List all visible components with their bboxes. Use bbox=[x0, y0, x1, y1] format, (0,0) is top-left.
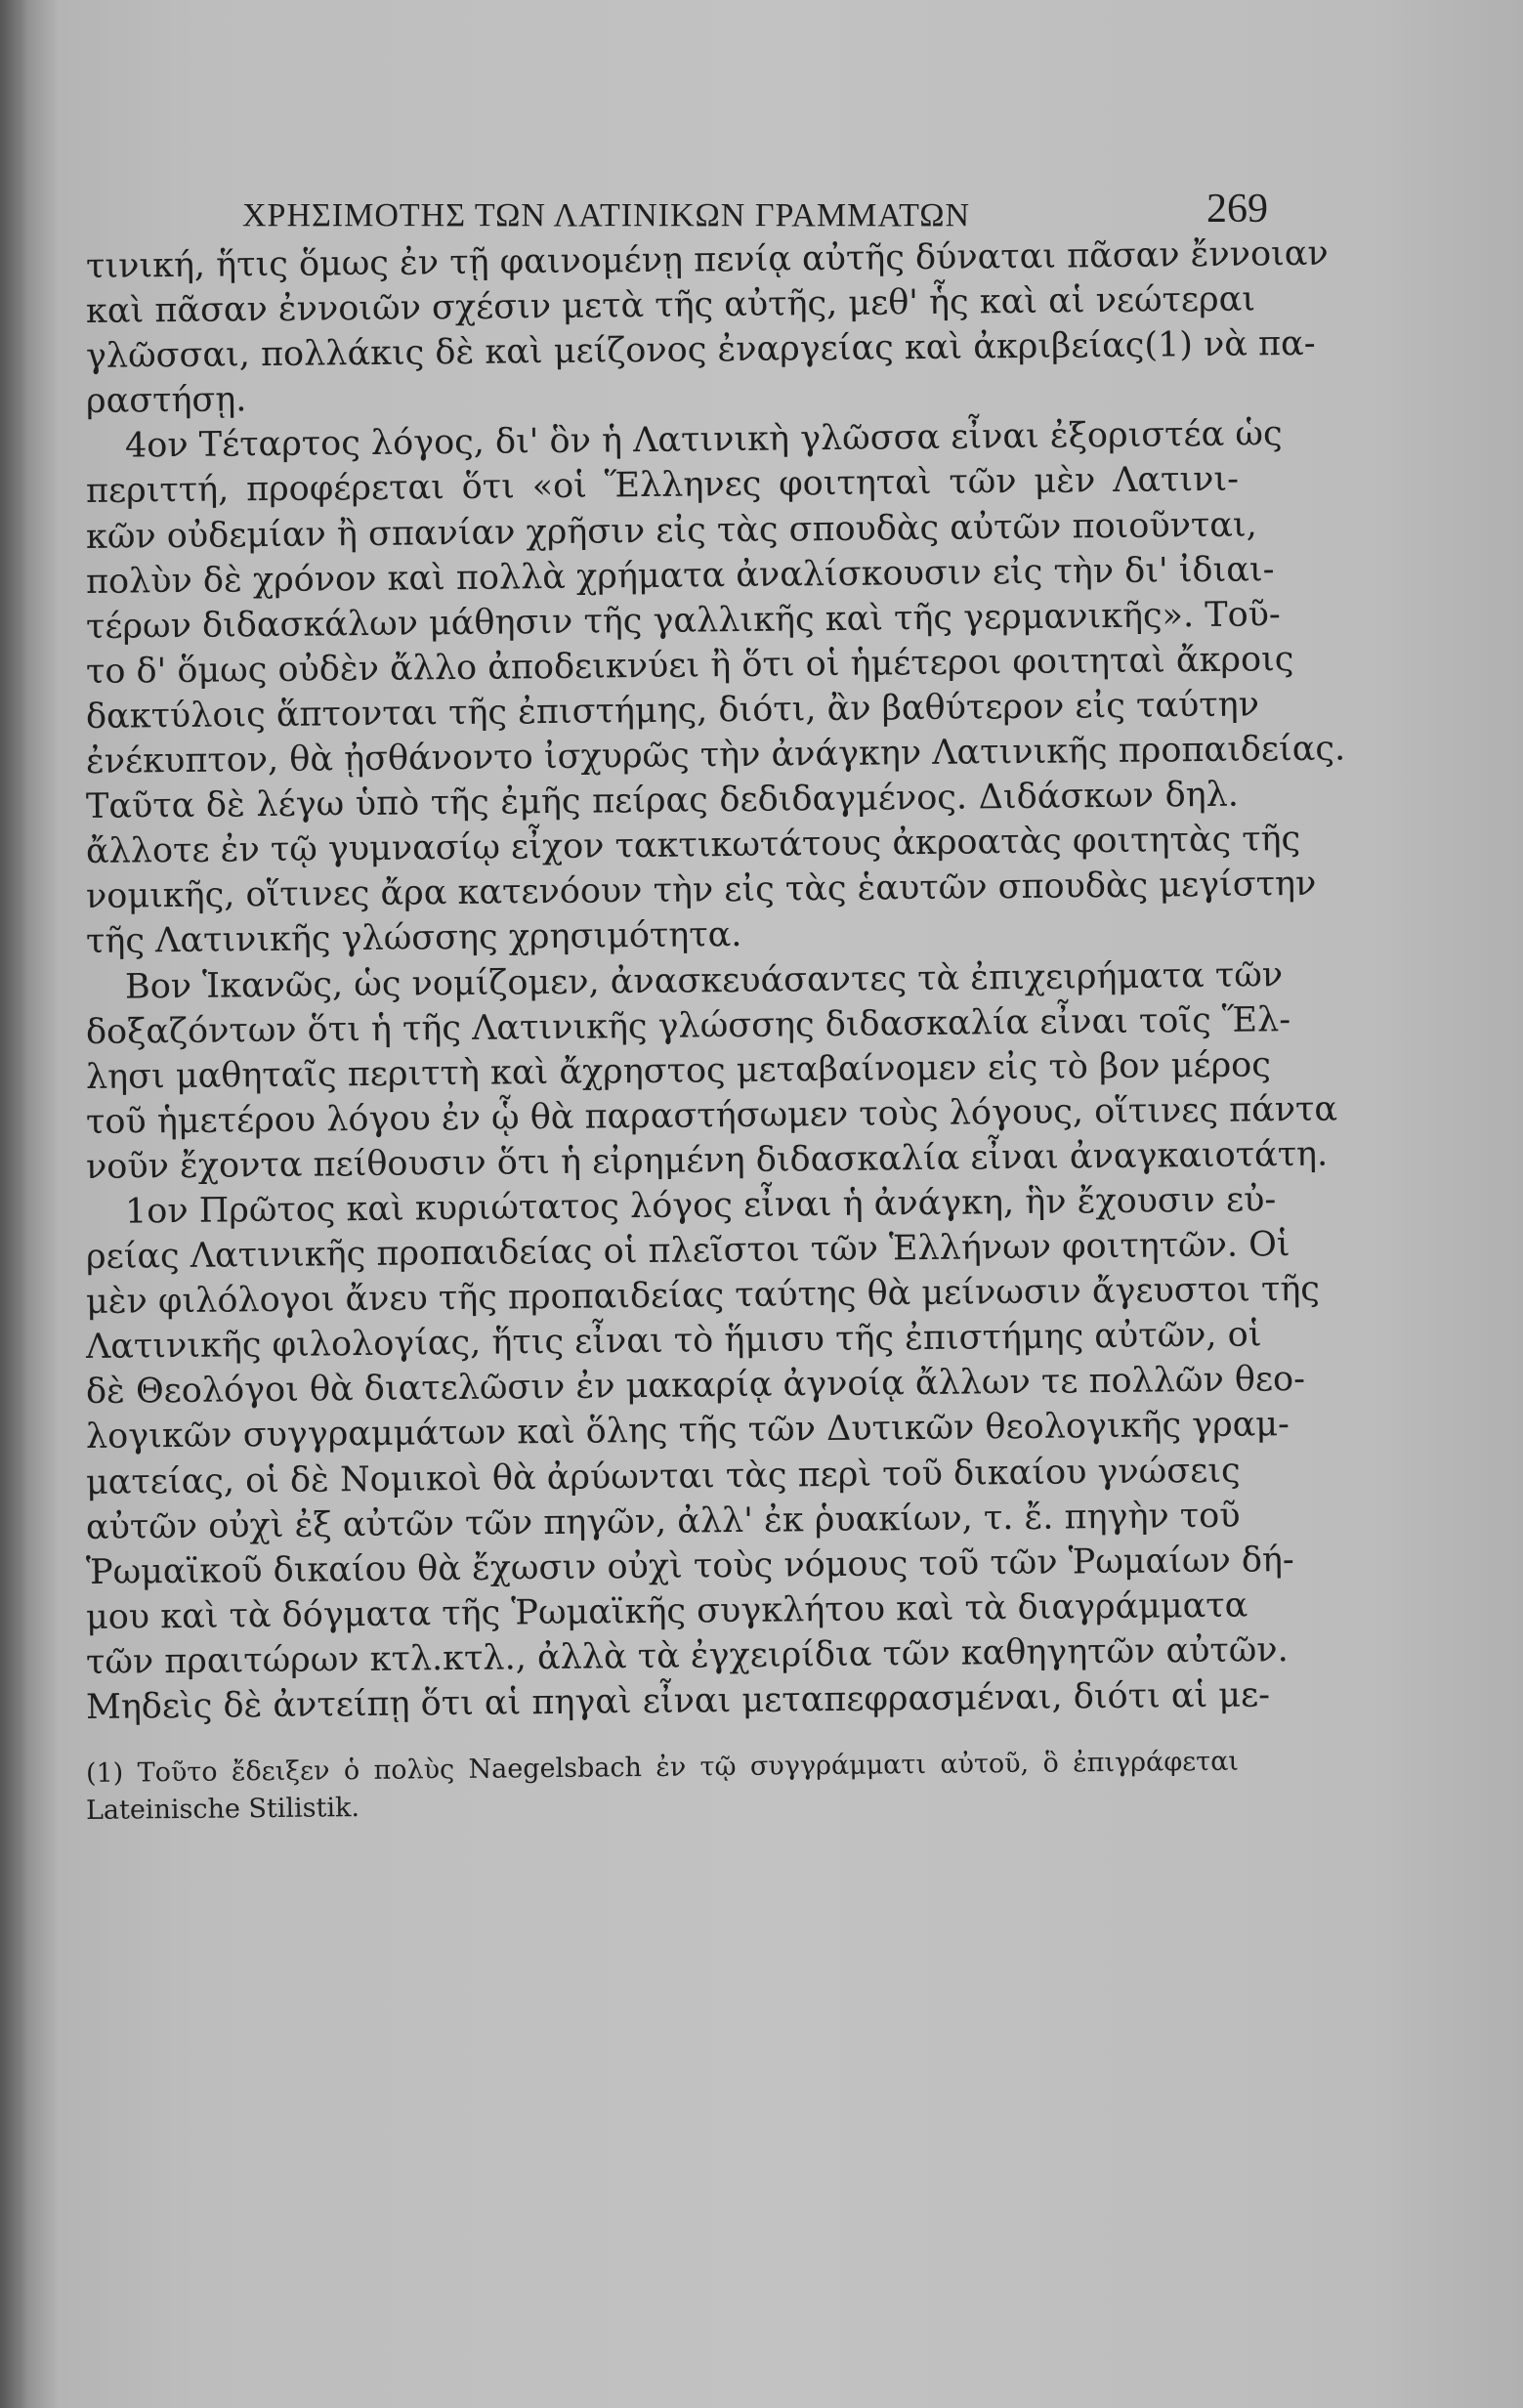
text-line: μὲν φιλόλογοι ἄνευ τῆς προπαιδείας ταύτης θὰ μείνωσιν ἄγευστοι τῆς bbox=[85, 1269, 1321, 1323]
text-line: Λατινικῆς φιλολογίας, ἥτις εἶναι τὸ ἥμισυ τῆς ἐπιστήμης αὐτῶν, οἱ bbox=[85, 1315, 1262, 1368]
footnote-line: (1) Τοῦτο ἔδειξεν ὁ πολὺς Naegelsbach ἐν τῷ συγγράμματι αὐτοῦ, ὃ ἐπιγράφεται bbox=[85, 1746, 1240, 1790]
text-line: τῆς Λατινικῆς γλώσσης χρησιμότητα. bbox=[85, 915, 742, 962]
text-line: Μηδεὶς δὲ ἀντείπῃ ὅτι αἱ πηγαὶ εἶναι μεταπεφρασμέναι, διότι αἱ με- bbox=[85, 1675, 1271, 1727]
text-line: ἄλλοτε ἐν τῷ γυμνασίῳ εἶχον τακτικωτάτους ἀκροατὰς φοιτητὰς τῆς bbox=[85, 820, 1301, 872]
text-line: Ῥωμαϊκοῦ δικαίου θὰ ἔχωσιν οὐχὶ τοὺς νόμους τοῦ τῶν Ῥωμαίων δή- bbox=[85, 1540, 1294, 1592]
text-line: δακτύλοις ἅπτονται τῆς ἐπιστήμης, διότι, ἂν βαθύτερον εἰς ταύτην bbox=[85, 685, 1260, 737]
body-text bbox=[85, 233, 1346, 1730]
text-line: περιττή, προφέρεται ὅτι «οἱ Ἕλληνες φοιτηταὶ τῶν μὲν Λατινι- bbox=[85, 460, 1240, 512]
text-line: τινική, ἥτις ὅμως ἐν τῇ φαινομένῃ πενίᾳ αὐτῆς δύναται πᾶσαν ἔννοιαν bbox=[85, 233, 1329, 286]
text-line: λογικῶν συγγραμμάτων καὶ ὅλης τῆς τῶν Δυτικῶν θεολογικῆς γραμ- bbox=[85, 1405, 1290, 1457]
text-line: Ταῦτα δὲ λέγω ὑπὸ τῆς ἐμῆς πείρας δεδιδαγμένος. Διδάσκων δηλ. bbox=[85, 775, 1240, 827]
footnotes bbox=[85, 1746, 1248, 1830]
page-number: 269 bbox=[1206, 187, 1268, 232]
text-line: γλῶσσαι, πολλάκις δὲ καὶ μείζονος ἐναργείας καὶ ἀκριβείας(1) νὰ πα- bbox=[85, 324, 1316, 377]
text-line: δὲ Θεολόγοι θὰ διατελῶσιν ἐν μακαρίᾳ ἀγνοίᾳ ἄλλων τε πολλῶν θεο- bbox=[85, 1360, 1306, 1413]
page-text-block bbox=[85, 186, 1346, 1830]
text-line: τῶν πραιτώρων κτλ.κτλ., ἀλλὰ τὰ ἐγχειρίδια τῶν καθηγητῶν αὐτῶν. bbox=[85, 1630, 1289, 1682]
text-line: καὶ πᾶσαν ἐννοιῶν σχέσιν μετὰ τῆς αὐτῆς, μεθ' ἧς καὶ αἱ νεώτεραι bbox=[85, 279, 1256, 332]
text-line: μου καὶ τὰ δόγματα τῆς Ῥωμαϊκῆς συγκλήτου καὶ τὰ διαγράμματα bbox=[85, 1585, 1248, 1637]
text-line: τέρων διδασκάλων μάθησιν τῆς γαλλικῆς καὶ τῆς γερμανικῆς». Τοῦ- bbox=[85, 594, 1281, 647]
text-line: νομικῆς, οἵτινες ἄρα κατενόουν τὴν εἰς τὰς ἑαυτῶν σπουδὰς μεγίστην bbox=[85, 865, 1317, 917]
running-title: ΧΡΗΣΙΜΟΤΗΣ ΤΩΝ ΛΑΤΙΝΙΚΩΝ ΓΡΑΜΜΑΤΩΝ bbox=[242, 197, 971, 233]
text-line: αὐτῶν οὐχὶ ἐξ αὐτῶν τῶν πηγῶν, ἀλλ' ἐκ ῥυακίων, τ. ἔ. πηγὴν τοῦ bbox=[85, 1496, 1241, 1547]
text-line: πολὺν δὲ χρόνον καὶ πολλὰ χρήματα ἀναλίσκουσιν εἰς τὴν δι' ἰδιαι- bbox=[85, 549, 1275, 602]
text-line: το δ' ὅμως οὐδὲν ἄλλο ἀποδεικνύει ἢ ὅτι οἱ ἡμέτεροι φοιτηταὶ ἄκροις bbox=[85, 639, 1294, 692]
text-line: ματείας, οἱ δὲ Νομικοὶ θὰ ἀρύωνται τὰς περὶ τοῦ δικαίου γνώσεις bbox=[85, 1451, 1241, 1502]
text-line: ρείας Λατινικῆς προπαιδείας οἱ πλεῖστοι τῶν Ἑλλήνων φοιτητῶν. Οἱ bbox=[85, 1225, 1290, 1278]
text-line: λησι μαθηταῖς περιττὴ καὶ ἄχρηστος μεταβαίνομεν εἰς τὸ βον μέρος bbox=[85, 1044, 1272, 1097]
book-spine-shadow bbox=[0, 0, 27, 2408]
text-line: ραστήσῃ. bbox=[85, 380, 247, 422]
text-line: ἐνέκυπτον, θὰ ᾐσθάνοντο ἰσχυρῶς τὴν ἀνάγκην Λατινικῆς προπαιδείας. bbox=[85, 729, 1346, 782]
text-line: κῶν οὐδεμίαν ἢ σπανίαν χρῆσιν εἰς τὰς σπουδὰς αὐτῶν ποιοῦνται, bbox=[85, 505, 1257, 557]
text-line: τοῦ ἡμετέρου λόγου ἐν ᾧ θὰ παραστήσωμεν τοὺς λόγους, οἵτινες πάντα bbox=[85, 1089, 1338, 1142]
footnote-line: Lateinische Stilistik. bbox=[85, 1793, 360, 1827]
text-line: νοῦν ἔχοντα πείθουσιν ὅτι ἡ εἰρημένη διδασκαλία εἶναι ἀναγκαιοτάτη. bbox=[85, 1134, 1329, 1187]
text-line: δοξαζόντων ὅτι ἡ τῆς Λατινικῆς γλώσσης διδασκαλία εἶναι τοῖς Ἕλ- bbox=[85, 999, 1291, 1052]
text-line: Βον Ἱκανῶς, ὡς νομίζομεν, ἀνασκευάσαντες τὰ ἐπιχειρήματα τῶν bbox=[124, 954, 1284, 1007]
text-line: 4ον Τέταρτος λόγος, δι' ὃν ἡ Λατινικὴ γλῶσσα εἶναι ἐξοριστέα ὡς bbox=[124, 414, 1283, 466]
text-line: 1ον Πρῶτος καὶ κυριώτατος λόγος εἶναι ἡ ἀνάγκη, ἣν ἔχουσιν εὐ- bbox=[124, 1180, 1277, 1232]
